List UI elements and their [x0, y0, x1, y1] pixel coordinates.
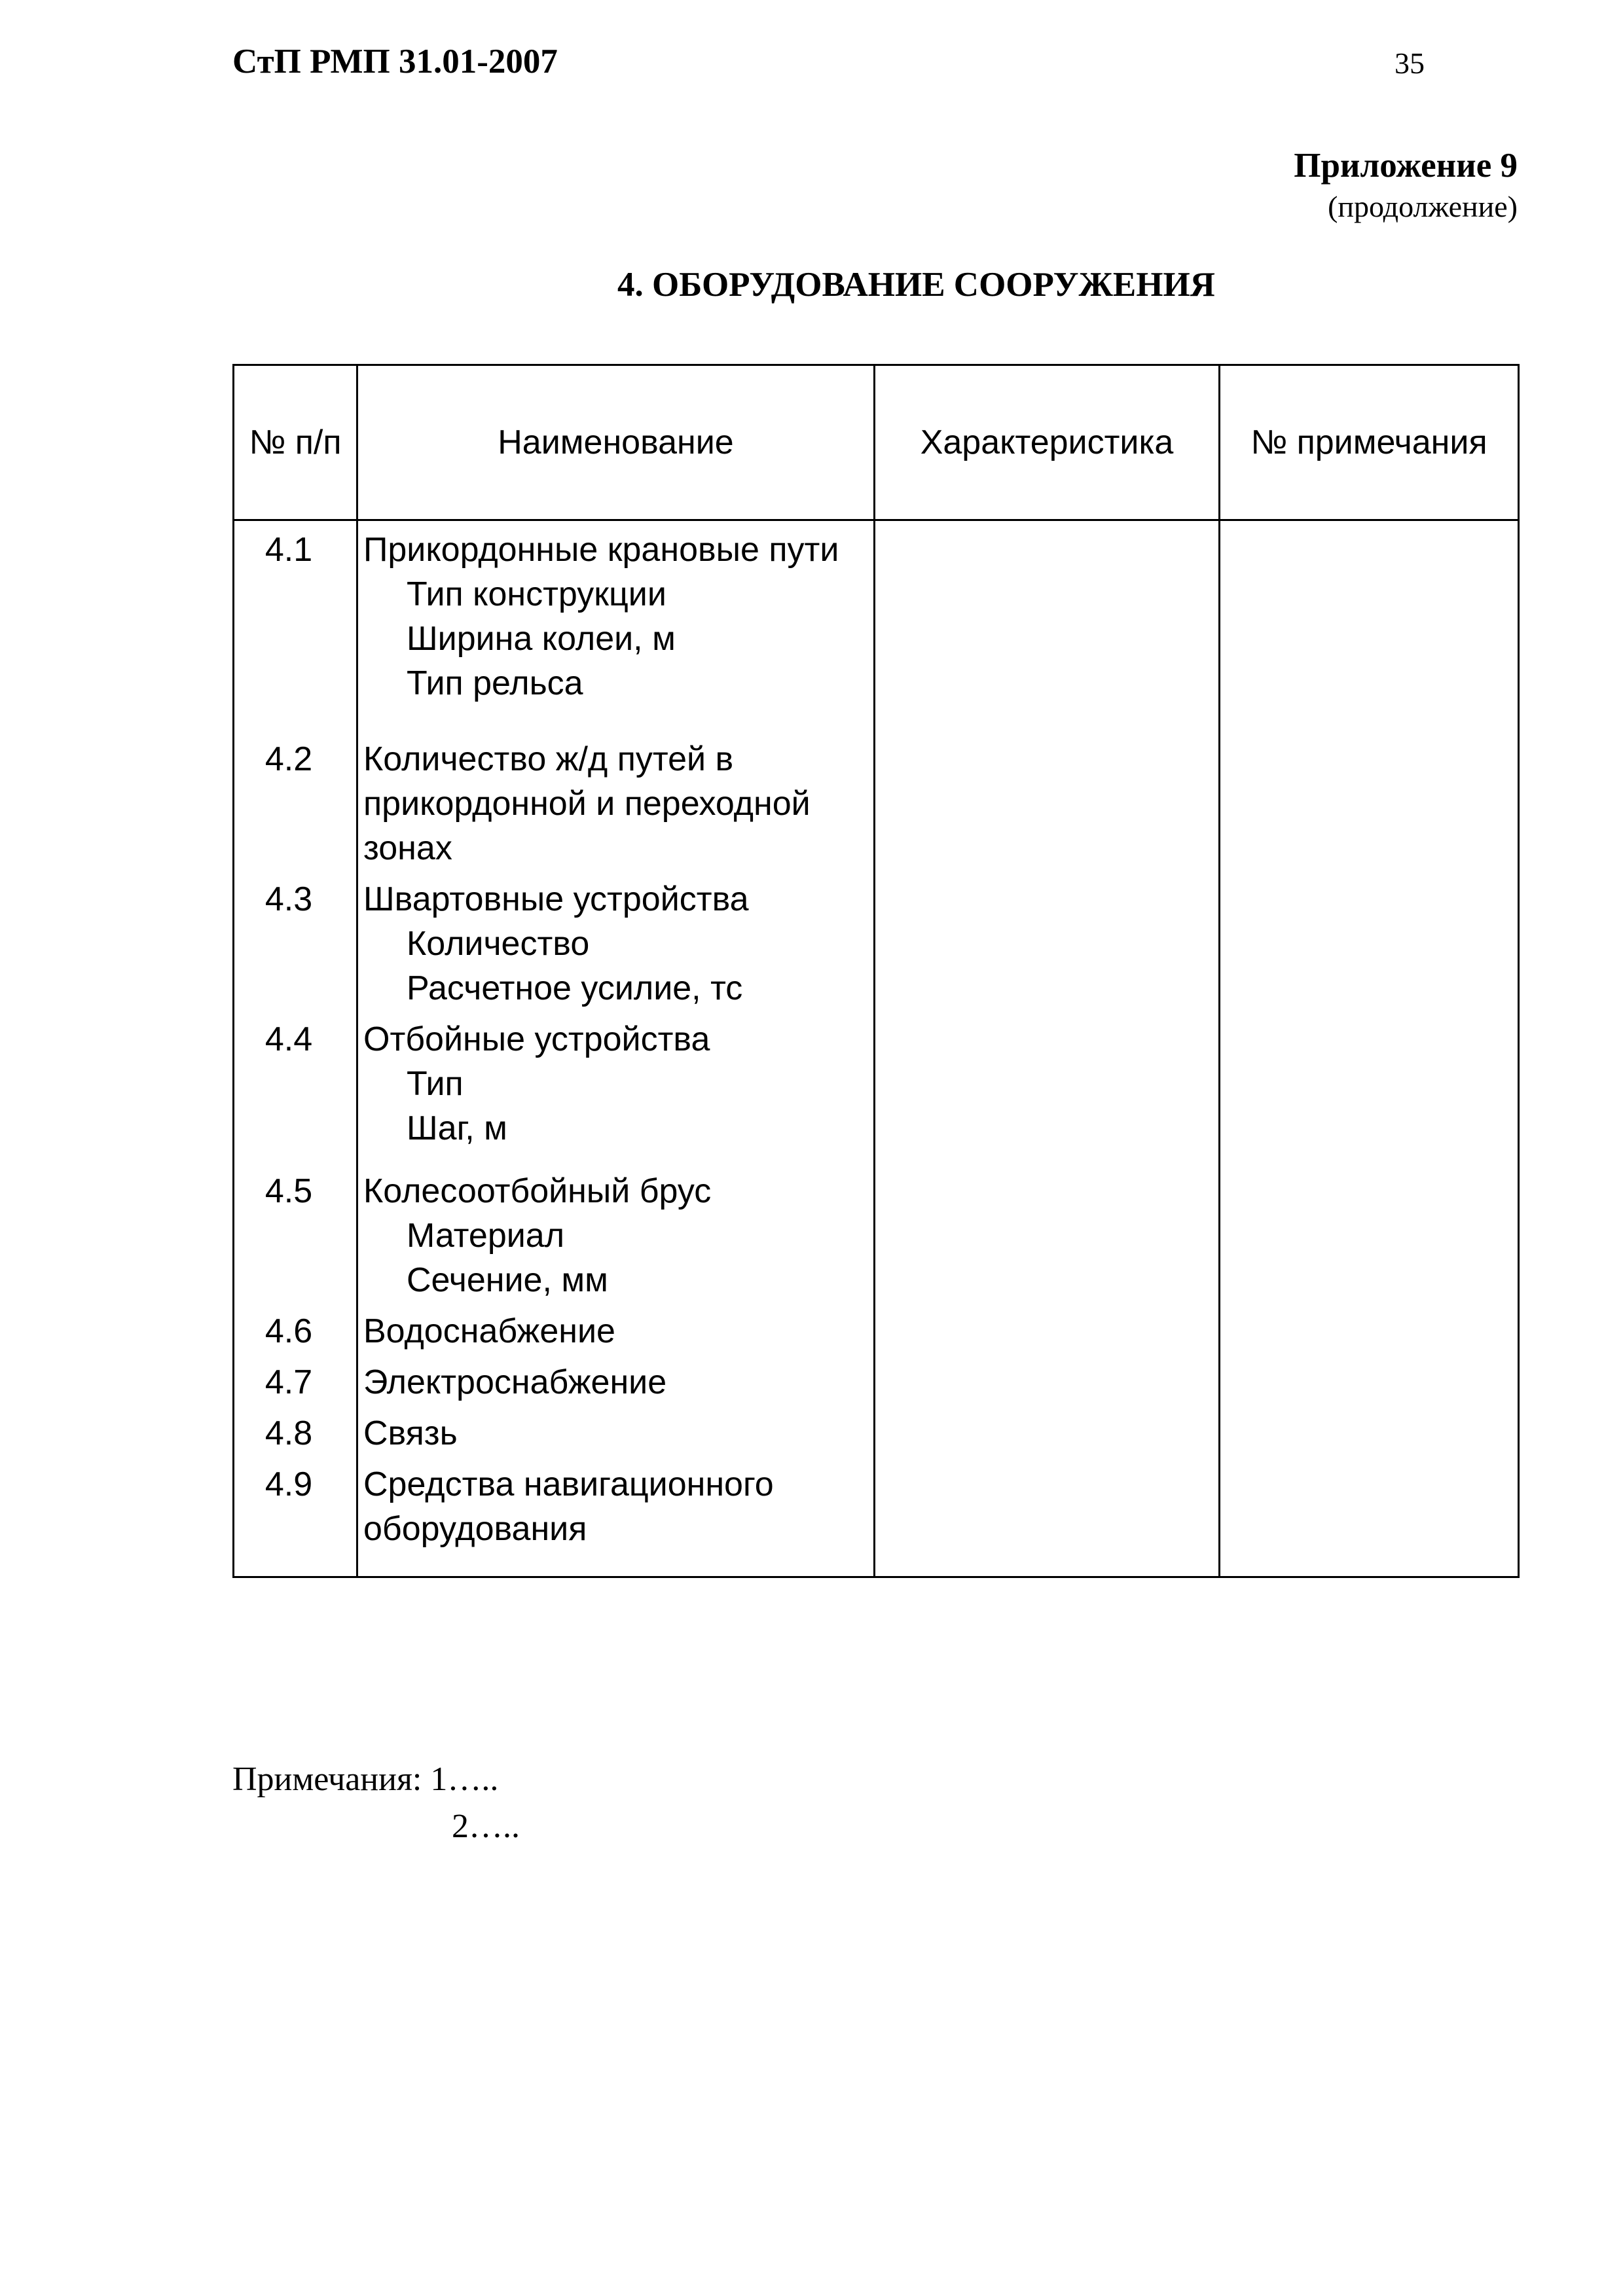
row-name-cell: [357, 1405, 875, 1456]
characteristic-cell: [875, 870, 1220, 1011]
notes-item-2: 2…..: [452, 1808, 520, 1845]
note-number-cell: [1220, 1456, 1519, 1577]
notes: [232, 1756, 520, 1850]
item-name: Электроснабжение: [363, 1363, 667, 1401]
note-number-cell: [1220, 1151, 1519, 1302]
item-subparameter: Тип: [407, 1065, 464, 1103]
page-number: 35: [1395, 46, 1425, 80]
characteristic-cell: [875, 1302, 1220, 1354]
note-number-cell: [1220, 1302, 1519, 1354]
row-number: 4.5: [234, 1151, 357, 1302]
characteristic-cell: [875, 520, 1220, 706]
item-subparameter: Сечение, мм: [407, 1261, 608, 1299]
equipment-table: [232, 364, 1520, 1578]
characteristic-cell: [875, 706, 1220, 870]
characteristic-cell: [875, 1011, 1220, 1151]
row-name-cell: [357, 1011, 875, 1151]
characteristic-cell: [875, 1151, 1220, 1302]
table-row: [234, 520, 1519, 706]
table-row: [234, 1151, 1519, 1302]
table-row: [234, 1354, 1519, 1405]
item-name: Количество ж/д путей в прикордонной и переходной зонах: [363, 740, 811, 867]
item-name: Колесоотбойный брус: [363, 1172, 712, 1210]
table-body: [234, 520, 1519, 1577]
row-number: 4.3: [234, 870, 357, 1011]
row-name-cell: [357, 870, 875, 1011]
characteristic-cell: [875, 1405, 1220, 1456]
table-row: [234, 1456, 1519, 1577]
row-number: 4.4: [234, 1011, 357, 1151]
table-row: [234, 1011, 1519, 1151]
header-number: № п/п: [234, 365, 357, 520]
item-subparameter: Ширина колеи, м: [407, 620, 676, 658]
note-number-cell: [1220, 1011, 1519, 1151]
item-subparameter: Материал: [407, 1217, 565, 1255]
item-name: Водоснабжение: [363, 1312, 615, 1350]
row-name-cell: [357, 1151, 875, 1302]
row-number: 4.9: [234, 1456, 357, 1577]
appendix-block: [1294, 144, 1518, 226]
item-subparameter: Тип рельса: [407, 664, 583, 702]
item-name: Связь: [363, 1414, 458, 1452]
item-name: Прикордонные крановые пути: [363, 531, 839, 569]
row-number: 4.1: [234, 520, 357, 706]
characteristic-cell: [875, 1456, 1220, 1577]
row-number: 4.7: [234, 1354, 357, 1405]
item-subparameter: Количество: [407, 925, 590, 963]
note-number-cell: [1220, 706, 1519, 870]
document-code: СтП РМП 31.01-2007: [232, 43, 558, 81]
row-number: 4.8: [234, 1405, 357, 1456]
note-number-cell: [1220, 520, 1519, 706]
section-title: 4. ОБОРУДОВАНИЕ СООРУЖЕНИЯ: [617, 266, 1215, 304]
row-number: 4.6: [234, 1302, 357, 1354]
row-name-cell: [357, 706, 875, 870]
item-name: Средства навигационного оборудования: [363, 1465, 774, 1548]
item-subparameter: Шаг, м: [407, 1109, 507, 1147]
item-name: Швартовные устройства: [363, 880, 749, 918]
item-name: Отбойные устройства: [363, 1020, 710, 1058]
table-row: [234, 870, 1519, 1011]
table-row: [234, 1302, 1519, 1354]
row-name-cell: [357, 520, 875, 706]
item-subparameter: Тип конструкции: [407, 575, 666, 613]
row-name-cell: [357, 1354, 875, 1405]
header-characteristic: Характеристика: [875, 365, 1220, 520]
item-subparameter: Расчетное усилие, тс: [407, 969, 743, 1007]
table-row: [234, 1405, 1519, 1456]
row-name-cell: [357, 1302, 875, 1354]
note-number-cell: [1220, 1405, 1519, 1456]
notes-label: Примечания: 1…..: [232, 1761, 499, 1798]
row-name-cell: [357, 1456, 875, 1577]
appendix-subtitle: (продолжение): [1328, 190, 1518, 223]
header-note-number: № примечания: [1220, 365, 1519, 520]
appendix-title: Приложение 9: [1294, 147, 1518, 185]
row-number: 4.2: [234, 706, 357, 870]
note-number-cell: [1220, 870, 1519, 1011]
characteristic-cell: [875, 1354, 1220, 1405]
table-row: [234, 706, 1519, 870]
note-number-cell: [1220, 1354, 1519, 1405]
header-name: Наименование: [357, 365, 875, 520]
table-header-row: [234, 365, 1519, 520]
